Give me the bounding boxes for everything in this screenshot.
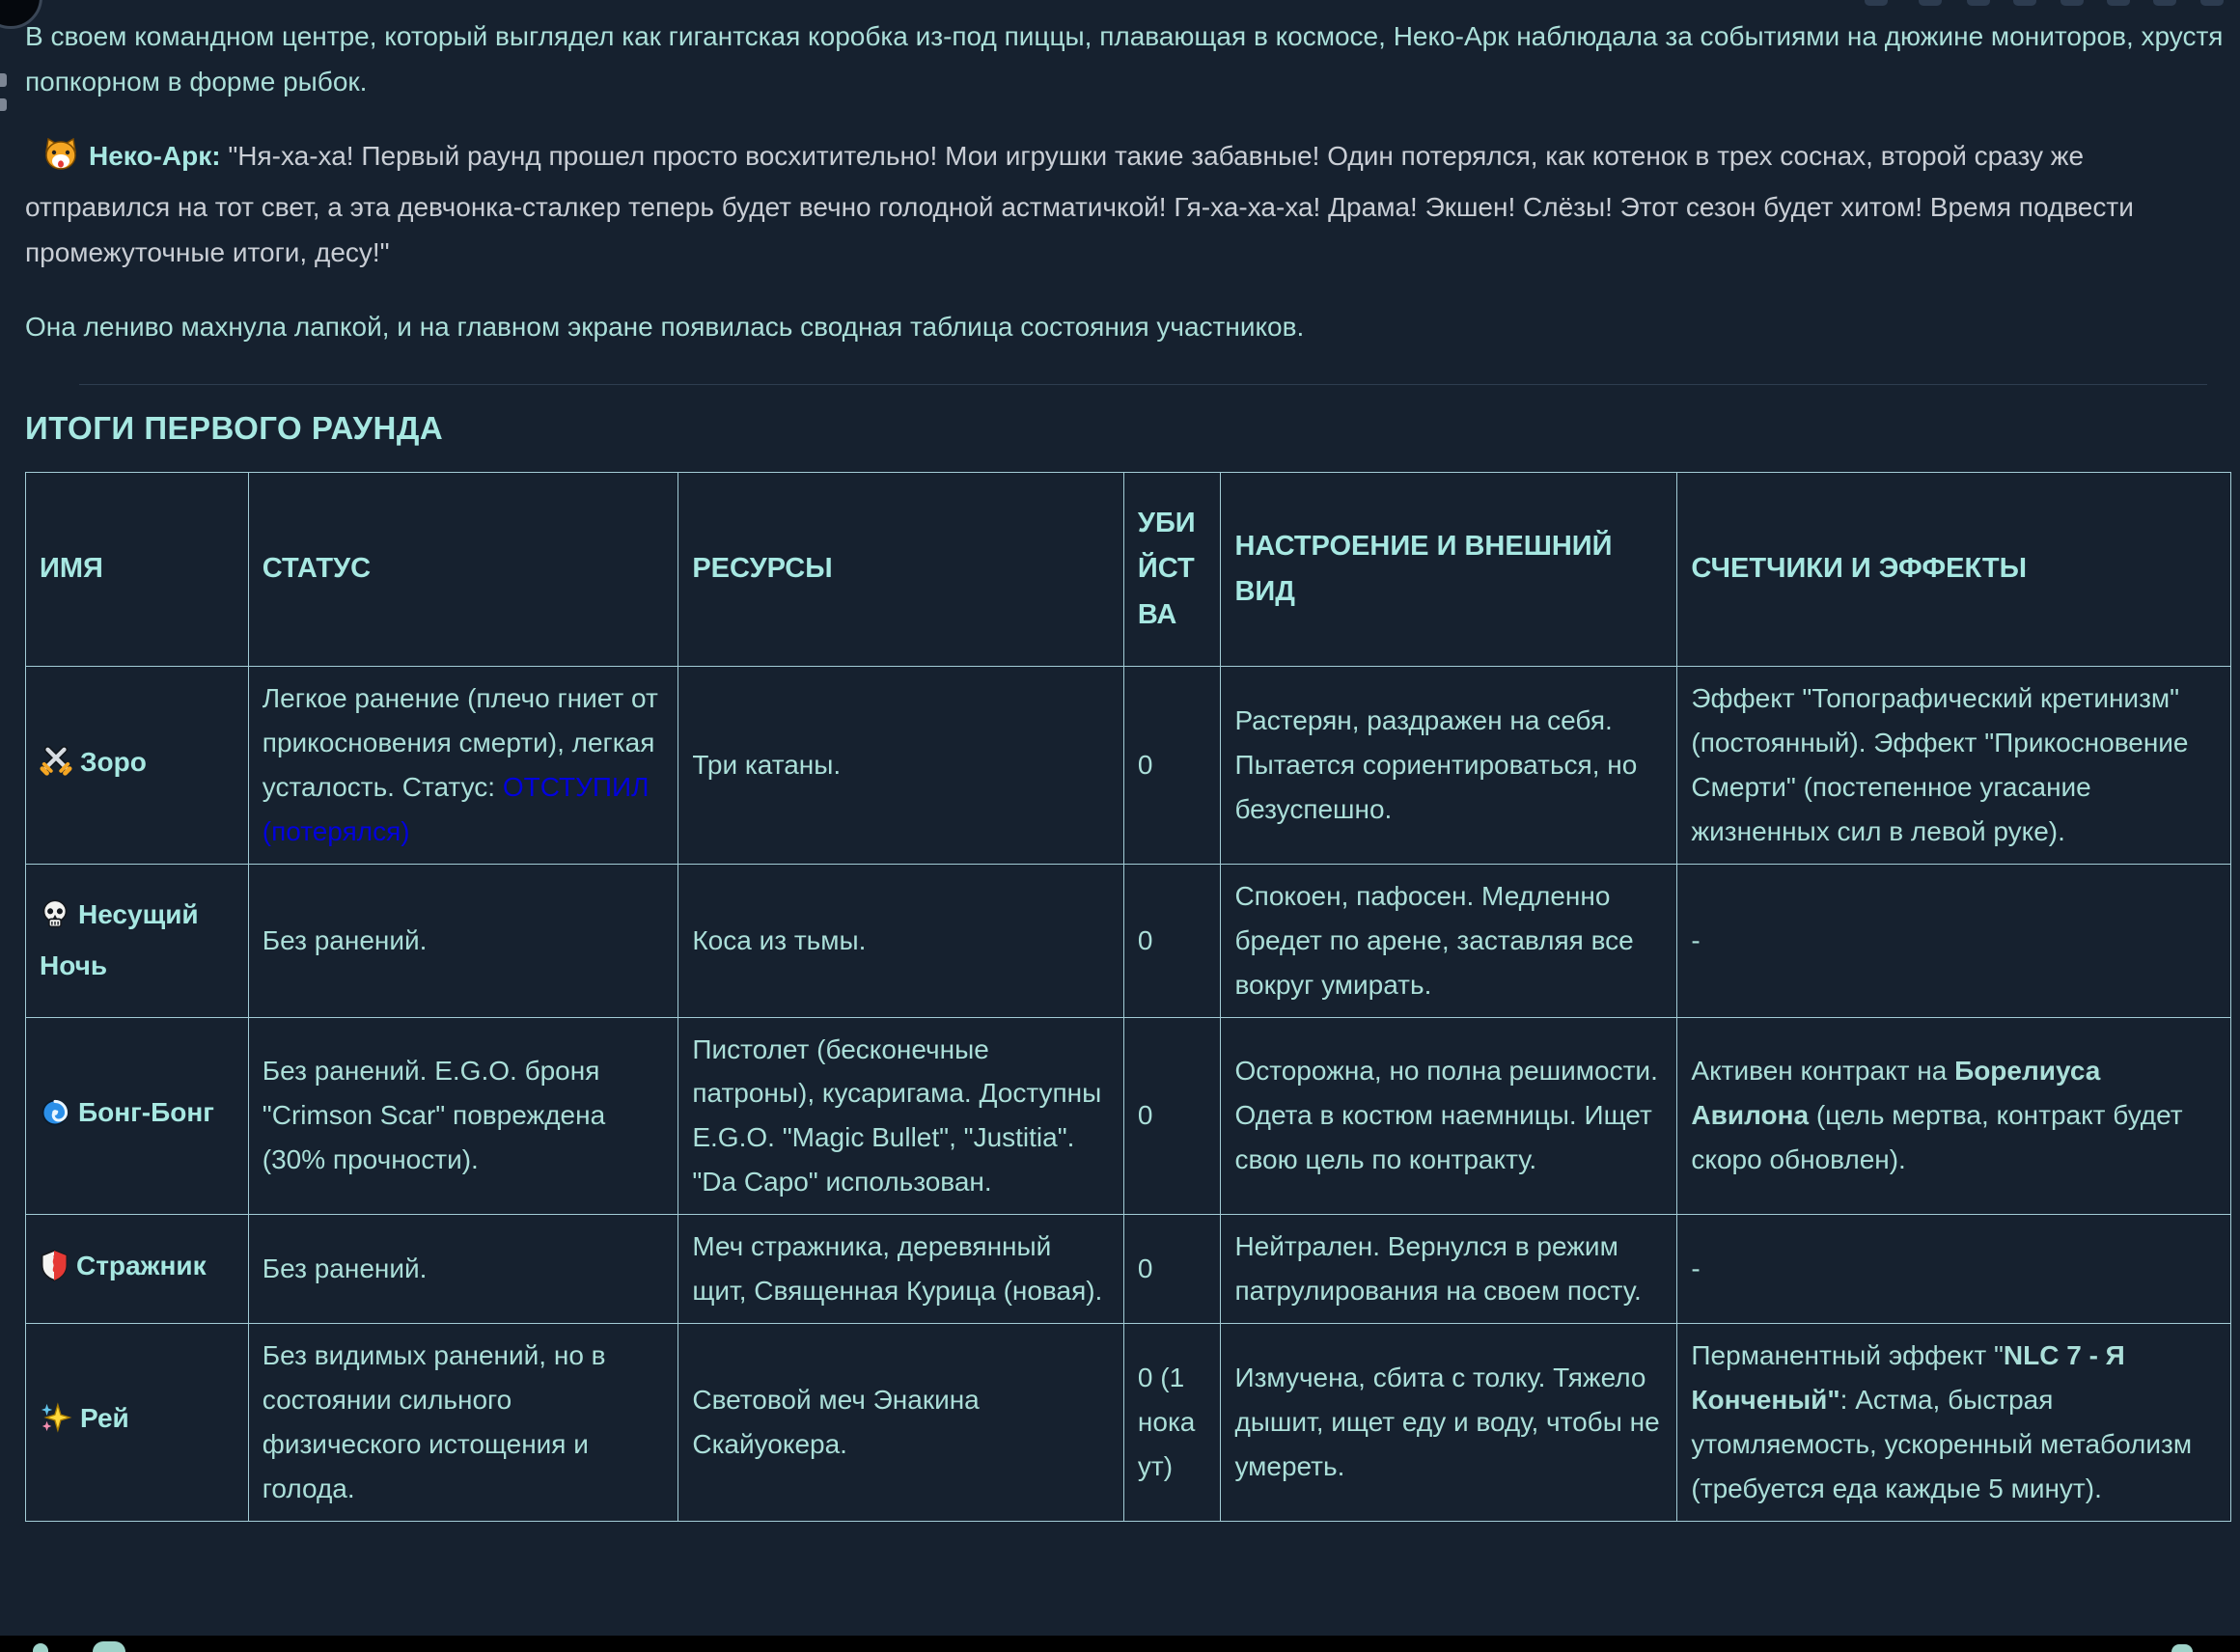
mood-cell (1221, 1215, 1677, 1324)
mood-cell (1221, 1017, 1677, 1215)
character-name-cell (26, 1215, 249, 1324)
table-row-Бонг-Бонг (26, 1017, 2231, 1215)
kills-cell: 0 (1123, 667, 1221, 865)
cat-face-icon (42, 138, 79, 171)
sparkles-icon (40, 1401, 72, 1447)
status-cell (248, 864, 678, 1017)
crossed-swords-icon (40, 745, 72, 778)
mood-cell (1221, 667, 1677, 865)
cyclone-icon (40, 1097, 70, 1128)
text-segment: Эффект "Топографический кретинизм" (постоянный). Эффект "Прикосновение Смерти" (постепенное угасание жизненных сил в левой руке). (1691, 683, 2189, 846)
kills-cell: 0 (1123, 1017, 1221, 1215)
sparkles-icon (40, 1401, 72, 1434)
text-segment-bold: NLC 7 - Я Конченый" (1691, 1339, 2125, 1415)
speaker-paragraph (25, 133, 2226, 275)
effects-cell (1677, 1017, 2231, 1215)
text-segment: Растерян, раздражен на себя. Пытается сориентироваться, но безуспешно. (1234, 705, 1638, 824)
cropped-toolbar-icon (2153, 0, 2176, 6)
skull-icon (40, 897, 70, 944)
kills-cell: 0 (1 нокаут) (1123, 1323, 1221, 1521)
text-segment: Без ранений. (262, 924, 428, 955)
round-results-table (25, 472, 2231, 1521)
cropped-toolbar-icon (2060, 0, 2084, 6)
text-segment: - (1691, 924, 1701, 955)
column-header-3: УБИЙСТВА (1123, 473, 1221, 667)
section-divider (79, 384, 2207, 385)
shield-icon (40, 1249, 69, 1281)
status-cell (248, 1017, 678, 1215)
character-name: Бонг-Бонг (78, 1096, 214, 1127)
cat-face-icon (42, 138, 79, 184)
shield-icon (40, 1249, 69, 1295)
kills-cell: 0 (1123, 1215, 1221, 1324)
column-header-1: СТАТУС (248, 473, 678, 667)
cropped-toolbar-icon (1967, 0, 1990, 6)
text-segment: Перманентный эффект " (1691, 1339, 2004, 1370)
cropped-text-fragment (0, 73, 7, 87)
character-name-cell (26, 864, 249, 1017)
character-name: Стражник (76, 1250, 207, 1280)
text-segment: Пистолет (бесконечные патроны), кусаригама. Доступны E.G.O. "Magic Bullet", "Justitia". "Da Capo" использован. (692, 1033, 1102, 1198)
resources-cell (678, 1323, 1124, 1521)
character-name-cell (26, 1017, 249, 1215)
column-header-0: ИМЯ (26, 473, 249, 667)
text-segment: Нейтрален. Вернулся в режим патрулирования на своем посту. (1234, 1231, 1642, 1307)
speaker-name: Неко-Арк: (89, 141, 221, 172)
mood-cell (1221, 1323, 1677, 1521)
effects-cell (1677, 1215, 2231, 1324)
column-header-5: СЧЕТЧИКИ И ЭФФЕКТЫ (1677, 473, 2231, 667)
text-segment: Световой меч Энакина Скайуокера. (692, 1384, 980, 1459)
narrative-paragraph-2: Она лениво махнула лапкой, и на главном экране появилась сводная таблица состояния участников. (25, 312, 1305, 343)
resources-cell (678, 864, 1124, 1017)
character-name-cell (26, 667, 249, 865)
text-segment: Коса из тьмы. (692, 924, 867, 955)
table-row-Рей (26, 1323, 2231, 1521)
character-name: Зоро (80, 746, 147, 777)
text-segment-blue: ОТСТУПИЛ (потерялся) (262, 772, 650, 846)
cropped-toolbar-icon (2013, 0, 2036, 6)
mood-cell (1221, 864, 1677, 1017)
text-segment: Легкое ранение (плечо гниет от прикосновения смерти), легкая усталость. Статус: (262, 683, 658, 802)
table-row-Стражник (26, 1215, 2231, 1324)
text-segment: Без видимых ранений, но в состоянии сильного физического истощения и голода. (262, 1339, 606, 1503)
effects-cell (1677, 1323, 2231, 1521)
status-cell (248, 1215, 678, 1324)
cropped-emoji-fragment (2171, 1644, 2193, 1652)
cropped-emoji-fragment (33, 1643, 48, 1652)
text-segment: Три катаны. (692, 750, 842, 781)
character-name: Несущий Ночь (40, 899, 199, 981)
status-cell (248, 667, 678, 865)
text-segment: Без ранений. (262, 1253, 428, 1284)
crossed-swords-icon (40, 745, 72, 791)
table-row-Несущий Ночь (26, 864, 2231, 1017)
round-results-heading: ИТОГИ ПЕРВОГО РАУНДА (25, 410, 444, 447)
text-segment: - (1691, 1253, 1701, 1284)
cropped-toolbar-icon (2200, 0, 2224, 6)
effects-cell (1677, 864, 2231, 1017)
status-cell (248, 1323, 678, 1521)
table-header-row (26, 473, 2231, 667)
text-segment: (цель мертва, контракт будет скоро обновлен). (1691, 1100, 2183, 1175)
cropped-emoji-fragment (93, 1641, 125, 1652)
character-name-cell (26, 1323, 249, 1521)
text-segment: Осторожна, но полна решимости. Одета в костюм наемницы. Ищет свою цель по контракту. (1234, 1056, 1658, 1175)
resources-cell (678, 1215, 1124, 1324)
text-segment: Активен контракт на (1691, 1056, 1955, 1087)
resources-cell (678, 1017, 1124, 1215)
text-segment-bold: Борелиуса Авилона (1691, 1056, 2101, 1131)
table-row-Зоро (26, 667, 2231, 865)
cropped-toolbar-icon (1865, 0, 1888, 6)
cyclone-icon (40, 1097, 70, 1142)
text-segment: Измучена, сбита с толку. Тяжело дышит, ищет еду и воду, чтобы не умереть. (1234, 1362, 1660, 1481)
text-segment: Без ранений. E.G.O. броня "Crimson Scar" повреждена (30% прочности). (262, 1056, 606, 1175)
resources-cell (678, 667, 1124, 865)
effects-cell (1677, 667, 2231, 865)
kills-cell: 0 (1123, 864, 1221, 1017)
narrative-paragraph-1: В своем командном центре, который выглядел как гигантская коробка из-под пиццы, плавающая в космосе, Неко-Арк наблюдала за событиями на дюжине мониторов, хрустя попкорном в форме рыбок. (25, 21, 2224, 97)
text-segment: Спокоен, пафосен. Медленно бредет по арене, заставляя все вокруг умирать. (1234, 880, 1634, 1000)
column-header-2: РЕСУРСЫ (678, 473, 1124, 667)
speech-text: "Ня-ха-ха! Первый раунд прошел просто восхитительно! Мои игрушки такие забавные! Один потерялся, как котенок в трех соснах, второй сразу же отправился на тот свет, а эта девчонка-сталкер теперь будет вечно голодной астматичкой! Гя-ха-ха-ха! Драма! Экшен! Слёзы! Этот сезон будет хитом! Время подвести промежуточные итоги, десу!" (25, 141, 2134, 268)
cropped-text-fragment (0, 98, 7, 111)
cropped-toolbar-icon (1919, 0, 1942, 6)
cropped-bottom-bar (0, 1636, 2240, 1652)
skull-icon (40, 897, 70, 930)
character-name: Рей (80, 1403, 129, 1434)
column-header-4: НАСТРОЕНИЕ И ВНЕШНИЙ ВИД (1221, 473, 1677, 667)
text-segment: : Астма, быстрая утомляемость, ускоренный метаболизм (требуется еда каждые 5 минут). (1691, 1384, 2193, 1503)
text-segment: Меч стражника, деревянный щит, Священная Курица (новая). (692, 1231, 1103, 1307)
cropped-toolbar-icon (2107, 0, 2130, 6)
